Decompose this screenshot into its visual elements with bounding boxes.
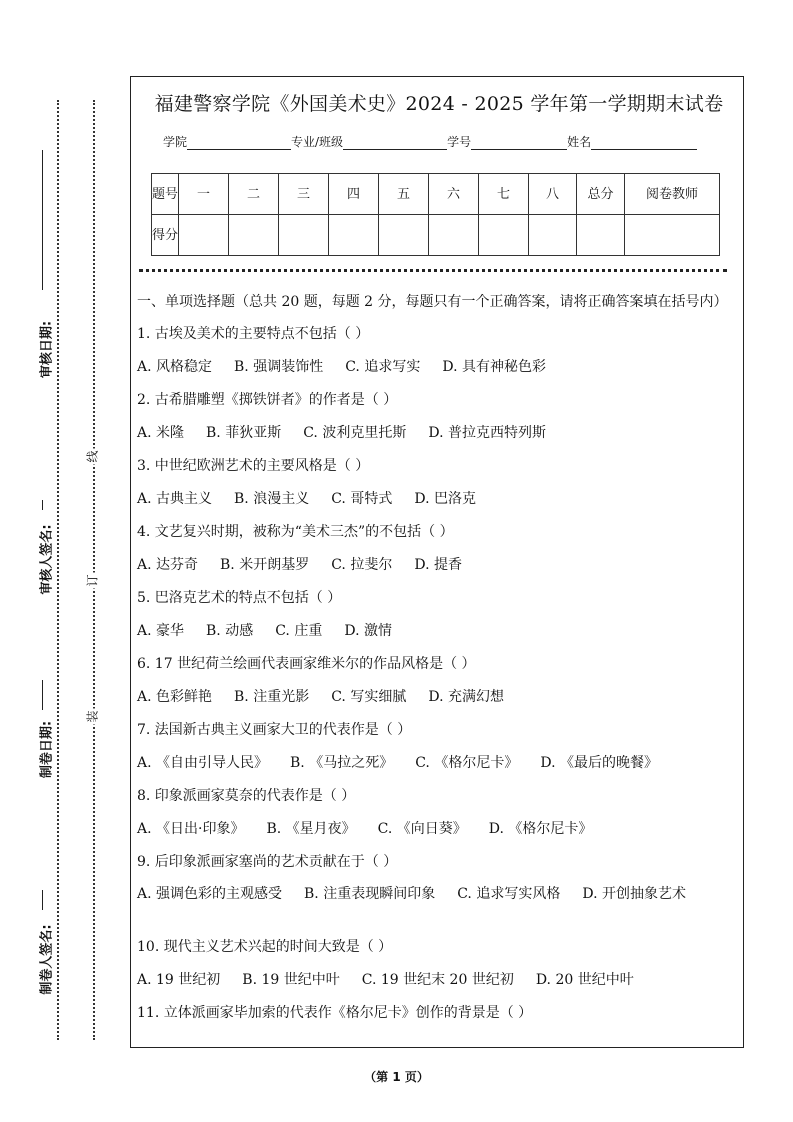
- score-col-1: 一: [179, 174, 229, 215]
- question-7: 7. 法国新古典主义画家大卫的代表作是（ ）: [137, 722, 412, 738]
- option[interactable]: D. 20 世纪中叶: [535, 972, 634, 988]
- options-5: [137, 620, 737, 653]
- score-col-8: 八: [529, 174, 577, 215]
- options-9: [137, 884, 737, 936]
- score-col-4: 四: [329, 174, 379, 215]
- compile-date-line: [42, 680, 43, 710]
- question-2: 2. 古希腊雕塑《掷铁饼者》的作者是（ ）: [137, 392, 398, 408]
- exam-frame: [130, 76, 744, 1048]
- option[interactable]: A. 强调色彩的主观感受: [137, 886, 283, 902]
- college-input[interactable]: [187, 137, 291, 150]
- compile-date-label: 制卷日期:: [39, 720, 55, 779]
- major-label: 专业/班级: [291, 135, 344, 149]
- compiler-signature-line: [42, 890, 43, 910]
- score-row-label: 得分: [152, 215, 179, 256]
- question-1: 1. 古埃及美术的主要特点不包括（ ）: [137, 326, 370, 342]
- option[interactable]: B. 《马拉之死》: [290, 755, 394, 771]
- option[interactable]: C. 庄重: [275, 623, 323, 639]
- option[interactable]: D. 提香: [414, 557, 462, 573]
- option[interactable]: D. 具有神秘色彩: [442, 359, 546, 375]
- question-section: [137, 291, 737, 1035]
- score-cell-1[interactable]: [179, 215, 229, 256]
- score-col-6: 六: [429, 174, 479, 215]
- compiler-signature-label: 制卷人签名:: [39, 924, 55, 995]
- review-date-label: 审核日期:: [39, 320, 55, 379]
- options-2: [137, 422, 737, 455]
- score-table: [151, 173, 720, 256]
- question-8: 8. 印象派画家莫奈的代表作是（ ）: [137, 788, 356, 804]
- name-label: 姓名: [567, 135, 592, 149]
- option[interactable]: D. 《格尔尼卡》: [488, 821, 593, 837]
- option[interactable]: D. 《最后的晚餐》: [540, 755, 658, 771]
- major-input[interactable]: [343, 137, 447, 150]
- college-label: 学院: [163, 135, 188, 149]
- exam-title: 福建警察学院《外国美术史》2024 - 2025 学年第一学期期末试卷: [154, 93, 724, 115]
- score-cell-6[interactable]: [429, 215, 479, 256]
- student-id-label: 学号: [447, 135, 472, 149]
- score-col-7: 七: [479, 174, 529, 215]
- option[interactable]: D. 充满幻想: [428, 689, 504, 705]
- option[interactable]: B. 强调装饰性: [234, 359, 324, 375]
- binding-dotted-line-inner: [93, 100, 95, 1040]
- option[interactable]: C. 写实细腻: [331, 689, 407, 705]
- option[interactable]: D. 开创抽象艺术: [582, 886, 686, 902]
- option[interactable]: C. 波利克里托斯: [303, 425, 407, 441]
- options-4: [137, 554, 737, 587]
- option[interactable]: A. 豪华: [137, 623, 185, 639]
- option[interactable]: A. 《自由引导人民》: [137, 755, 269, 771]
- option[interactable]: B. 19 世纪中叶: [242, 972, 340, 988]
- score-col-5: 五: [379, 174, 429, 215]
- option[interactable]: B. 注重表现瞬间印象: [304, 886, 436, 902]
- page-footer: （第 1 页）: [364, 1070, 429, 1084]
- option[interactable]: A. 风格稳定: [137, 359, 213, 375]
- option[interactable]: B. 浪漫主义: [234, 491, 310, 507]
- score-col-2: 二: [229, 174, 279, 215]
- question-5: 5. 巴洛克艺术的特点不包括（ ）: [137, 590, 342, 606]
- options-1: [137, 356, 737, 389]
- option[interactable]: B. 《星月夜》: [266, 821, 356, 837]
- question-9: 9. 后印象派画家塞尚的艺术贡献在于（ ）: [137, 854, 398, 870]
- binding-char-line: 线: [85, 450, 100, 463]
- option[interactable]: A. 古典主义: [137, 491, 213, 507]
- option[interactable]: B. 动感: [206, 623, 254, 639]
- option[interactable]: A. 《日出·印象》: [137, 821, 245, 837]
- options-6: [137, 686, 737, 719]
- score-cell-grader[interactable]: [625, 215, 720, 256]
- option[interactable]: A. 米隆: [137, 425, 185, 441]
- student-info-row: [163, 133, 697, 150]
- options-3: [137, 488, 737, 521]
- reviewer-signature-label: 审核人签名:: [39, 524, 55, 595]
- option[interactable]: A. 色彩鲜艳: [137, 689, 213, 705]
- binding-char-staple: 订: [85, 574, 100, 587]
- option[interactable]: D. 巴洛克: [414, 491, 476, 507]
- option[interactable]: C. 追求写实风格: [457, 886, 561, 902]
- option[interactable]: C. 拉斐尔: [331, 557, 393, 573]
- options-8: [137, 818, 737, 851]
- compile-date-field[interactable]: [30, 710, 56, 880]
- options-7: [137, 752, 737, 785]
- score-table-header-label: 题号: [152, 174, 179, 215]
- score-cell-7[interactable]: [479, 215, 529, 256]
- options-10: [137, 969, 737, 1002]
- section-intro: 一、单项选择题（总共 20 题，每题 2 分，每题只有一个正确答案，请将正确答案填在括号内）: [137, 294, 728, 310]
- score-cell-total[interactable]: [577, 215, 625, 256]
- review-date-line: [42, 150, 43, 290]
- binding-char-bind: 装: [85, 710, 100, 723]
- option[interactable]: B. 米开朗基罗: [220, 557, 310, 573]
- option[interactable]: A. 19 世纪初: [137, 972, 221, 988]
- review-date-field[interactable]: [30, 300, 56, 470]
- option[interactable]: C. 《格尔尼卡》: [415, 755, 519, 771]
- score-cell-2[interactable]: [229, 215, 279, 256]
- question-11: 11. 立体派画家毕加索的代表作《格尔尼卡》创作的背景是（ ）: [137, 1005, 533, 1021]
- option[interactable]: B. 菲狄亚斯: [206, 425, 282, 441]
- reviewer-signature-line: [42, 500, 43, 510]
- student-id-input[interactable]: [471, 137, 567, 150]
- option[interactable]: C. 追求写实: [345, 359, 421, 375]
- option[interactable]: C. 哥特式: [331, 491, 393, 507]
- score-cell-5[interactable]: [379, 215, 429, 256]
- question-4: 4. 文艺复兴时期，被称为“美术三杰”的不包括（ ）: [137, 524, 454, 540]
- option[interactable]: D. 激情: [344, 623, 392, 639]
- compiler-signature-field[interactable]: [30, 910, 56, 1050]
- question-10: 10. 现代主义艺术兴起的时间大致是（ ）: [137, 939, 393, 955]
- section-separator: [139, 269, 727, 272]
- question-3: 3. 中世纪欧洲艺术的主要风格是（ ）: [137, 458, 370, 474]
- question-6: 6. 17 世纪荷兰绘画代表画家维米尔的作品风格是（ ）: [137, 656, 476, 672]
- score-cell-4[interactable]: [329, 215, 379, 256]
- option[interactable]: A. 达芬奇: [137, 557, 199, 573]
- binding-dotted-line-outer: [57, 100, 59, 1040]
- name-input[interactable]: [591, 137, 697, 150]
- score-col-grader: 阅卷教师: [625, 174, 720, 215]
- score-col-total: 总分: [577, 174, 625, 215]
- score-col-3: 三: [279, 174, 329, 215]
- option[interactable]: D. 普拉克西特列斯: [428, 425, 546, 441]
- option[interactable]: C. 《向日葵》: [377, 821, 467, 837]
- option[interactable]: B. 注重光影: [234, 689, 310, 705]
- score-table-score-row: [152, 215, 720, 256]
- score-cell-8[interactable]: [529, 215, 577, 256]
- score-table-header-row: [152, 174, 720, 215]
- score-cell-3[interactable]: [279, 215, 329, 256]
- reviewer-signature-field[interactable]: [30, 510, 56, 680]
- option[interactable]: C. 19 世纪末 20 世纪初: [361, 972, 514, 988]
